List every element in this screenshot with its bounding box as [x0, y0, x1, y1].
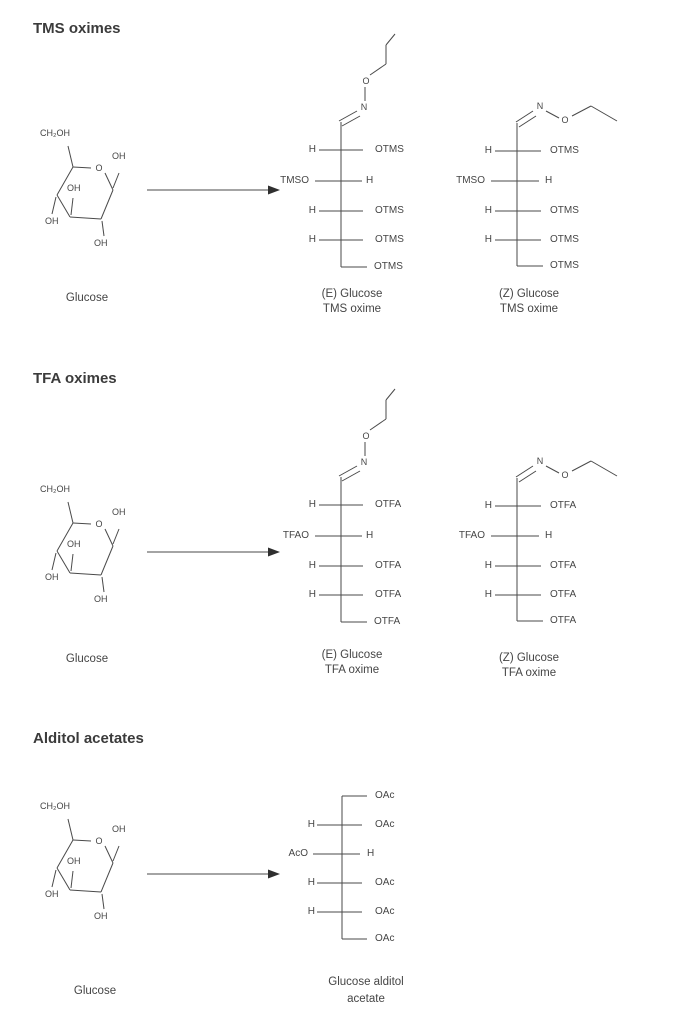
substituent-right: OTFA: [375, 560, 402, 571]
left-hydroxyl-label: OH: [45, 889, 59, 899]
substituent-left: H: [308, 589, 316, 600]
oxime-oxygen-label: O: [561, 115, 569, 125]
ch2oh-label: CH₂OH: [40, 128, 70, 138]
inner-hydroxyl-label: OH: [67, 183, 81, 193]
substituent-right: H: [545, 175, 553, 186]
left-hydroxyl-label: OH: [45, 216, 59, 226]
substituent-left: H: [308, 205, 316, 216]
substituent-right: OTMS: [550, 234, 579, 245]
ring-oxygen-label: O: [95, 163, 103, 173]
substituent-right: OAc: [375, 877, 395, 888]
oxime-nitrogen-label: N: [360, 102, 368, 112]
terminal-group-label: OTFA: [374, 616, 401, 627]
substituent-right: H: [367, 848, 375, 859]
terminal-group-label: OTMS: [550, 260, 579, 271]
product-caption-line1: (Z) Glucose: [498, 652, 560, 664]
inner-hydroxyl-label: OH: [67, 539, 81, 549]
pyranose-ring-bonds: [30, 120, 150, 260]
substituent-left: TMSO: [280, 175, 309, 186]
oxime-oxygen-label: O: [362, 431, 370, 441]
reactant-name: Glucose: [73, 985, 117, 997]
anomeric-hydroxyl-label: OH: [112, 151, 126, 161]
substituent-right: OTFA: [550, 500, 577, 511]
product-caption-line2: acetate: [347, 993, 385, 1005]
substituent-left: AcO: [288, 848, 308, 859]
terminal-group-label: OTMS: [374, 261, 403, 272]
product-caption-line1: (Z) Glucose: [498, 288, 560, 300]
product-caption-line1: (E) Glucose: [321, 649, 383, 661]
substituent-right: OTMS: [375, 234, 404, 245]
bottom-hydroxyl-label: OH: [94, 911, 108, 921]
substituent-right: OTFA: [550, 589, 577, 600]
ch2oh-label: CH₂OH: [40, 484, 70, 494]
substituent-right: OTMS: [375, 205, 404, 216]
substituent-left: H: [308, 234, 316, 245]
oxime-nitrogen-label: N: [360, 457, 368, 467]
product-caption-line2: TFA oxime: [501, 667, 557, 679]
substituent-left: H: [484, 205, 492, 216]
substituent-left: H: [308, 144, 316, 155]
substituent-right: OAc: [375, 819, 395, 830]
left-hydroxyl-label: OH: [45, 572, 59, 582]
product-caption-line1: (E) Glucose: [321, 288, 383, 300]
substituent-right: OTFA: [375, 589, 402, 600]
reaction-arrow-1: [145, 184, 285, 196]
substituent-left: TFAO: [458, 530, 485, 541]
substituent-left: TFAO: [282, 530, 309, 541]
substituent-left: H: [484, 589, 492, 600]
product-caption-line2: TFA oxime: [324, 664, 380, 676]
substituent-left: H: [307, 877, 315, 888]
anomeric-hydroxyl-label: OH: [112, 507, 126, 517]
anomeric-hydroxyl-label: OH: [112, 824, 126, 834]
substituent-right: OTMS: [550, 145, 579, 156]
substituent-left: TMSO: [456, 175, 485, 186]
product-caption-line2: TMS oxime: [322, 303, 382, 315]
oxime-nitrogen-label: N: [536, 456, 544, 466]
reaction-arrow-3: [145, 868, 285, 880]
substituent-left: H: [484, 145, 492, 156]
terminal-group-label-top: OAc: [375, 790, 395, 801]
substituent-left: H: [484, 560, 492, 571]
reaction-arrow-2: [145, 546, 285, 558]
section-title-tms-oximes: TMS oximes: [33, 20, 121, 37]
substituent-left: H: [307, 906, 315, 917]
substituent-left: H: [484, 500, 492, 511]
pyranose-ring-bonds: [30, 476, 150, 616]
oxime-oxygen-label: O: [362, 76, 370, 86]
section-title-alditol-acetates: Alditol acetates: [33, 730, 144, 747]
pyranose-ring-bonds: [30, 793, 150, 933]
substituent-left: H: [484, 234, 492, 245]
product-caption-line2: TMS oxime: [499, 303, 559, 315]
substituent-right: OTMS: [375, 144, 404, 155]
bottom-hydroxyl-label: OH: [94, 238, 108, 248]
oxime-oxygen-label: O: [561, 470, 569, 480]
reactant-name: Glucose: [65, 292, 109, 304]
ring-oxygen-label: O: [95, 836, 103, 846]
product-caption-line1: Glucose alditol: [328, 976, 404, 988]
ring-oxygen-label: O: [95, 519, 103, 529]
bottom-hydroxyl-label: OH: [94, 594, 108, 604]
ch2oh-label: CH₂OH: [40, 801, 70, 811]
section-title-tfa-oximes: TFA oximes: [33, 370, 117, 387]
oxime-nitrogen-label: N: [536, 101, 544, 111]
substituent-left: H: [307, 819, 315, 830]
substituent-right: OAc: [375, 906, 395, 917]
terminal-group-label: OTFA: [550, 615, 577, 626]
reactant-name: Glucose: [65, 653, 109, 665]
inner-hydroxyl-label: OH: [67, 856, 81, 866]
substituent-right: OTFA: [550, 560, 577, 571]
terminal-group-label-bottom: OAc: [375, 933, 395, 944]
substituent-right: OTMS: [550, 205, 579, 216]
substituent-right: H: [545, 530, 553, 541]
substituent-right: H: [366, 175, 374, 186]
substituent-left: H: [308, 499, 316, 510]
substituent-right: OTFA: [375, 499, 402, 510]
substituent-left: H: [308, 560, 316, 571]
substituent-right: H: [366, 530, 374, 541]
